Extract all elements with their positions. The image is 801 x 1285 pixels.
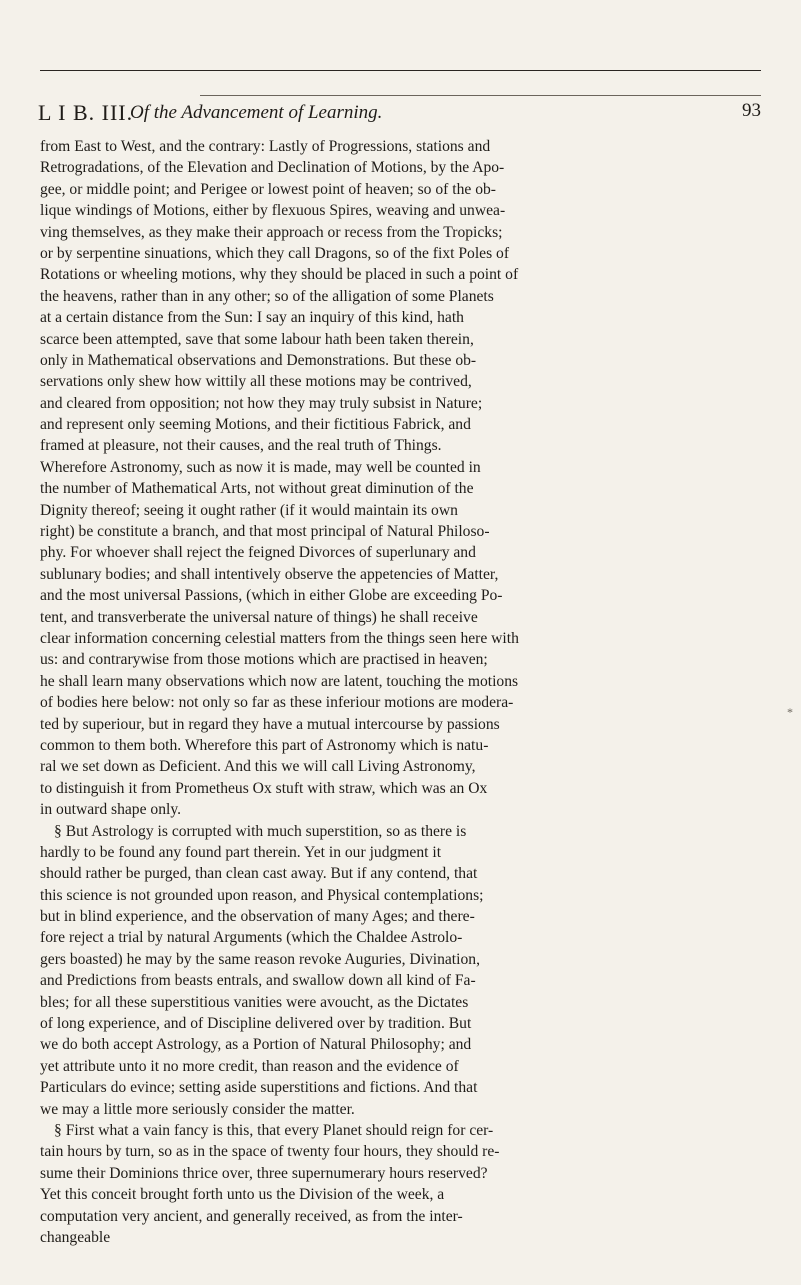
text-line: and the most universal Passions, (which in either Globe are exceeding Po- — [40, 587, 503, 605]
text-line: the heavens, rather than in any other; so of the alligation of some Planets — [40, 287, 494, 305]
text-line: computation very ancient, and generally received, as from the inter- — [40, 1207, 463, 1225]
text-line: § First what a vain fancy is this, that every Planet should reign for cer- — [54, 1121, 494, 1139]
text-line: from East to West, and the contrary: Lastly of Progressions, stations and — [40, 138, 491, 155]
text-line: we do both accept Astrology, as a Portion of Natural Philosophy; and — [40, 1036, 472, 1054]
text-line: this science is not grounded upon reason, and Physical contemplations; — [40, 886, 484, 904]
text-line: ral we set down as Deficient. And this we will call Living Astronomy, — [40, 758, 476, 776]
text-line: he shall learn many observations which now are latent, touching the motions — [40, 672, 519, 690]
text-line: changeable — [40, 1228, 111, 1246]
text-line: yet attribute unto it no more credit, than reason and the evidence of — [40, 1057, 459, 1075]
page-number: 93 — [742, 100, 761, 121]
text-line: to distinguish it from Prometheus Ox stuft with straw, which was an Ox — [40, 779, 488, 797]
text-line: lique windings of Motions, either by flexuous Spires, weaving and unwea- — [40, 202, 506, 220]
text-line: sume their Dominions thrice over, three supernumerary hours reserved? — [40, 1164, 488, 1182]
running-title: Of the Advancement of Learning. — [130, 102, 383, 123]
text-line: tain hours by turn, so as in the space of twenty four hours, they should re- — [40, 1143, 500, 1161]
text-line: clear information concerning celestial matters from the things seen here with — [40, 629, 519, 647]
text-line: Wherefore Astronomy, such as now it is made, may well be counted in — [40, 458, 481, 476]
text-line: us: and contrarywise from those motions which are practised in heaven; — [40, 651, 488, 669]
text-line: only in Mathematical observations and Demonstrations. But these ob- — [40, 351, 477, 369]
text-line: gee, or middle point; and Perigee or lowest point of heaven; so of the ob- — [40, 180, 497, 198]
book-number: L I B. III. — [38, 100, 134, 125]
text-line: of bodies here below: not only so far as these inferiour motions are modera- — [40, 694, 514, 712]
text-line: common to them both. Wherefore this part of Astronomy which is natu- — [40, 736, 489, 754]
text-line: tent, and transverberate the universal nature of things) he shall receive — [40, 608, 478, 626]
text-line: or by serpentine sinuations, which they call Dragons, so of the fixt Poles of — [40, 244, 510, 262]
text-line: right) be constitute a branch, and that most principal of Natural Philoso- — [40, 523, 490, 541]
top-rule — [40, 70, 761, 71]
text-line: Retrogradations, of the Elevation and Declination of Motions, by the Apo- — [40, 159, 505, 177]
text-line: hardly to be found any found part therein. Yet in our judgment it — [40, 843, 442, 861]
text-line: in outward shape only. — [40, 801, 182, 819]
text-line: and Predictions from beasts entrals, and swallow down all kind of Fa- — [40, 972, 476, 990]
text-line: ted by superiour, but in regard they have a mutual intercourse by passions — [40, 715, 500, 733]
text-line: Dignity thereof; seeing it ought rather (if it would maintain its own — [40, 501, 458, 519]
text-line: the number of Mathematical Arts, not without great diminution of the — [40, 480, 474, 498]
text-line: framed at pleasure, not their causes, and the real truth of Things. — [40, 437, 442, 455]
text-line: servations only shew how wittily all these motions may be contrived, — [40, 373, 472, 391]
text-line: phy. For whoever shall reject the feigned Divorces of superlunary and — [40, 544, 476, 562]
text-line: Yet this conceit brought forth unto us the Division of the week, a — [40, 1186, 445, 1204]
text-line: and cleared from opposition; not how they may truly subsist in Nature; — [40, 394, 483, 412]
text-line: bles; for all these superstitious vanities were avoucht, as the Dictates — [40, 993, 469, 1011]
text-line: § But Astrology is corrupted with much superstition, so as there is — [54, 822, 467, 840]
running-head — [38, 100, 761, 130]
text-line: fore reject a trial by natural Arguments (which the Chaldee Astrolo- — [40, 929, 463, 947]
text-line: but in blind experience, and the observation of many Ages; and there- — [40, 908, 475, 926]
text-line: and represent only seeming Motions, and their fictitious Fabrick, and — [40, 416, 471, 434]
text-line: ving themselves, as they make their approach or recess from the Tropicks; — [40, 223, 503, 241]
text-line: sublunary bodies; and shall intentively observe the appetencies of Matter, — [40, 565, 499, 583]
text-line: at a certain distance from the Sun: I say an inquiry of this kind, hath — [40, 309, 464, 327]
faint-rule — [200, 95, 761, 96]
text-line: scarce been attempted, save that some labour hath been taken therein, — [40, 330, 474, 348]
text-line: Rotations or wheeling motions, why they should be placed in such a point of — [40, 266, 519, 284]
text-line: we may a little more seriously consider the matter. — [40, 1100, 355, 1118]
body-text — [40, 136, 792, 1248]
text-line: of long experience, and of Discipline delivered over by tradition. But — [40, 1015, 472, 1033]
margin-mark: * — [787, 705, 793, 719]
text-line: should rather be purged, than clean cast away. But if any contend, that — [40, 865, 478, 883]
text-line: Particulars do evince; setting aside superstitions and fictions. And that — [40, 1079, 478, 1097]
text-line: gers boasted) he may by the same reason revoke Auguries, Divination, — [40, 950, 480, 968]
